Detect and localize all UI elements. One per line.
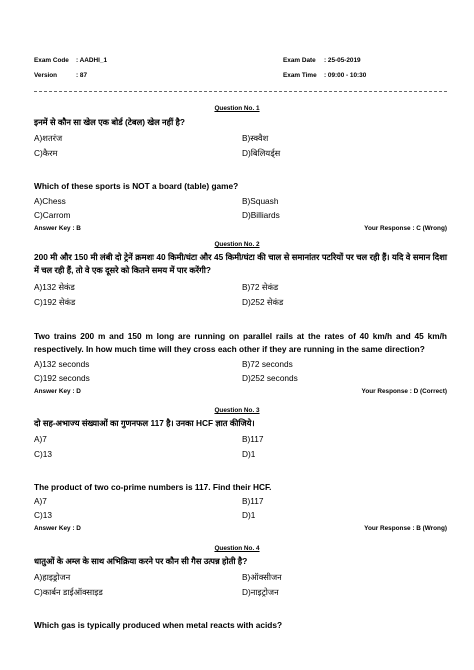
option-a-hindi: A)7	[34, 434, 47, 444]
version-label: Version	[34, 72, 58, 79]
header-divider	[34, 91, 447, 92]
option-a-hindi: A)132 सेकंड	[34, 282, 75, 292]
your-response: Your Response : C (Wrong)	[364, 225, 447, 232]
question-number: Question No. 1	[214, 105, 260, 112]
option-d-english: D)1	[242, 510, 256, 520]
question-number: Question No. 2	[214, 241, 260, 248]
option-c-english: C)13	[34, 510, 52, 520]
option-b-hindi: B)117	[242, 434, 264, 444]
your-response: Your Response : D (Correct)	[361, 388, 447, 395]
exam-code-label: Exam Code	[34, 57, 69, 64]
option-b-english: B)72 seconds	[242, 359, 293, 369]
question-number: Question No. 4	[214, 545, 260, 552]
option-b-hindi: B)72 सेकंड	[242, 282, 279, 292]
question-text-hindi: इनमें से कौन सा खेल एक बोर्ड (टेबल) खेल नहीं है?	[34, 117, 185, 127]
question-text-english: Two trains 200 m and 150 m long are running on parallel rails at the rates of 40 km/h and 45 km/h respectively. In how much time will they cross each other if they are running in the same direction?	[34, 331, 447, 354]
option-d-hindi: D)252 सेकंड	[242, 297, 284, 307]
option-c-hindi: C)कैरम	[34, 148, 58, 158]
option-c-english: C)192 seconds	[34, 373, 90, 383]
version-value: : 87	[76, 72, 88, 79]
your-response: Your Response : B (Wrong)	[364, 525, 447, 532]
exam-date-value: : 25-05-2019	[324, 57, 361, 64]
question-number: Question No. 3	[214, 407, 260, 414]
answer-key: Answer Key : D	[34, 525, 81, 532]
option-c-hindi: C)192 सेकंड	[34, 297, 76, 307]
option-d-english: D)Billiards	[242, 210, 280, 220]
option-c-hindi: C)कार्बन डाईऑक्साइड	[34, 587, 103, 597]
option-c-hindi: C)13	[34, 449, 52, 459]
answer-key: Answer Key : B	[34, 225, 81, 232]
question-text-english: Which gas is typically produced when metal reacts with acids?	[34, 620, 283, 630]
option-b-english: B)Squash	[242, 196, 279, 206]
option-d-hindi: D)नाइट्रोजन	[242, 587, 279, 597]
option-a-english: A)7	[34, 496, 47, 506]
option-a-hindi: A)शतरंज	[34, 133, 63, 143]
exam-time-label: Exam Time	[283, 72, 317, 79]
question-text-hindi: दो सह-अभाज्य संख्याओं का गुणनफल 117 है। उनका HCF ज्ञात कीजिये।	[34, 418, 255, 428]
option-d-hindi: D)बिलियर्ड्स	[242, 148, 281, 158]
question-text-english: Which of these sports is NOT a board (table) game?	[34, 181, 239, 191]
question-text-hindi: 200 मी और 150 मी लंबी दो ट्रेनें क्रमशः 40 किमी/घंटा और 45 किमी/घंटा की चाल से समानांतर पटरियों पर चल रही हैं। यदि वे समान दिशा में चल रही हैं, तो वे एक दूसरे को कितने समय में पार करेंगी?	[34, 252, 447, 275]
question-text-english: The product of two co-prime numbers is 117. Find their HCF.	[34, 482, 272, 492]
option-a-english: A)Chess	[34, 196, 66, 206]
option-c-english: C)Carrom	[34, 210, 71, 220]
option-b-hindi: B)ऑक्सीजन	[242, 572, 282, 582]
option-b-english: B)117	[242, 496, 264, 506]
option-d-hindi: D)1	[242, 449, 256, 459]
exam-time-value: : 09:00 - 10:30	[324, 72, 367, 79]
exam-date-label: Exam Date	[283, 57, 316, 64]
option-a-english: A)132 seconds	[34, 359, 90, 369]
question-text-hindi: धातुओं के अम्ल के साथ अभिक्रिया करने पर कौन सी गैस उत्पन्न होती है?	[34, 556, 248, 566]
option-a-hindi: A)हाइड्रोजन	[34, 572, 71, 582]
answer-key: Answer Key : D	[34, 388, 81, 395]
option-b-hindi: B)स्क्वैश	[242, 133, 269, 143]
exam-code-value: : AADHI_1	[76, 57, 108, 64]
option-d-english: D)252 seconds	[242, 373, 298, 383]
